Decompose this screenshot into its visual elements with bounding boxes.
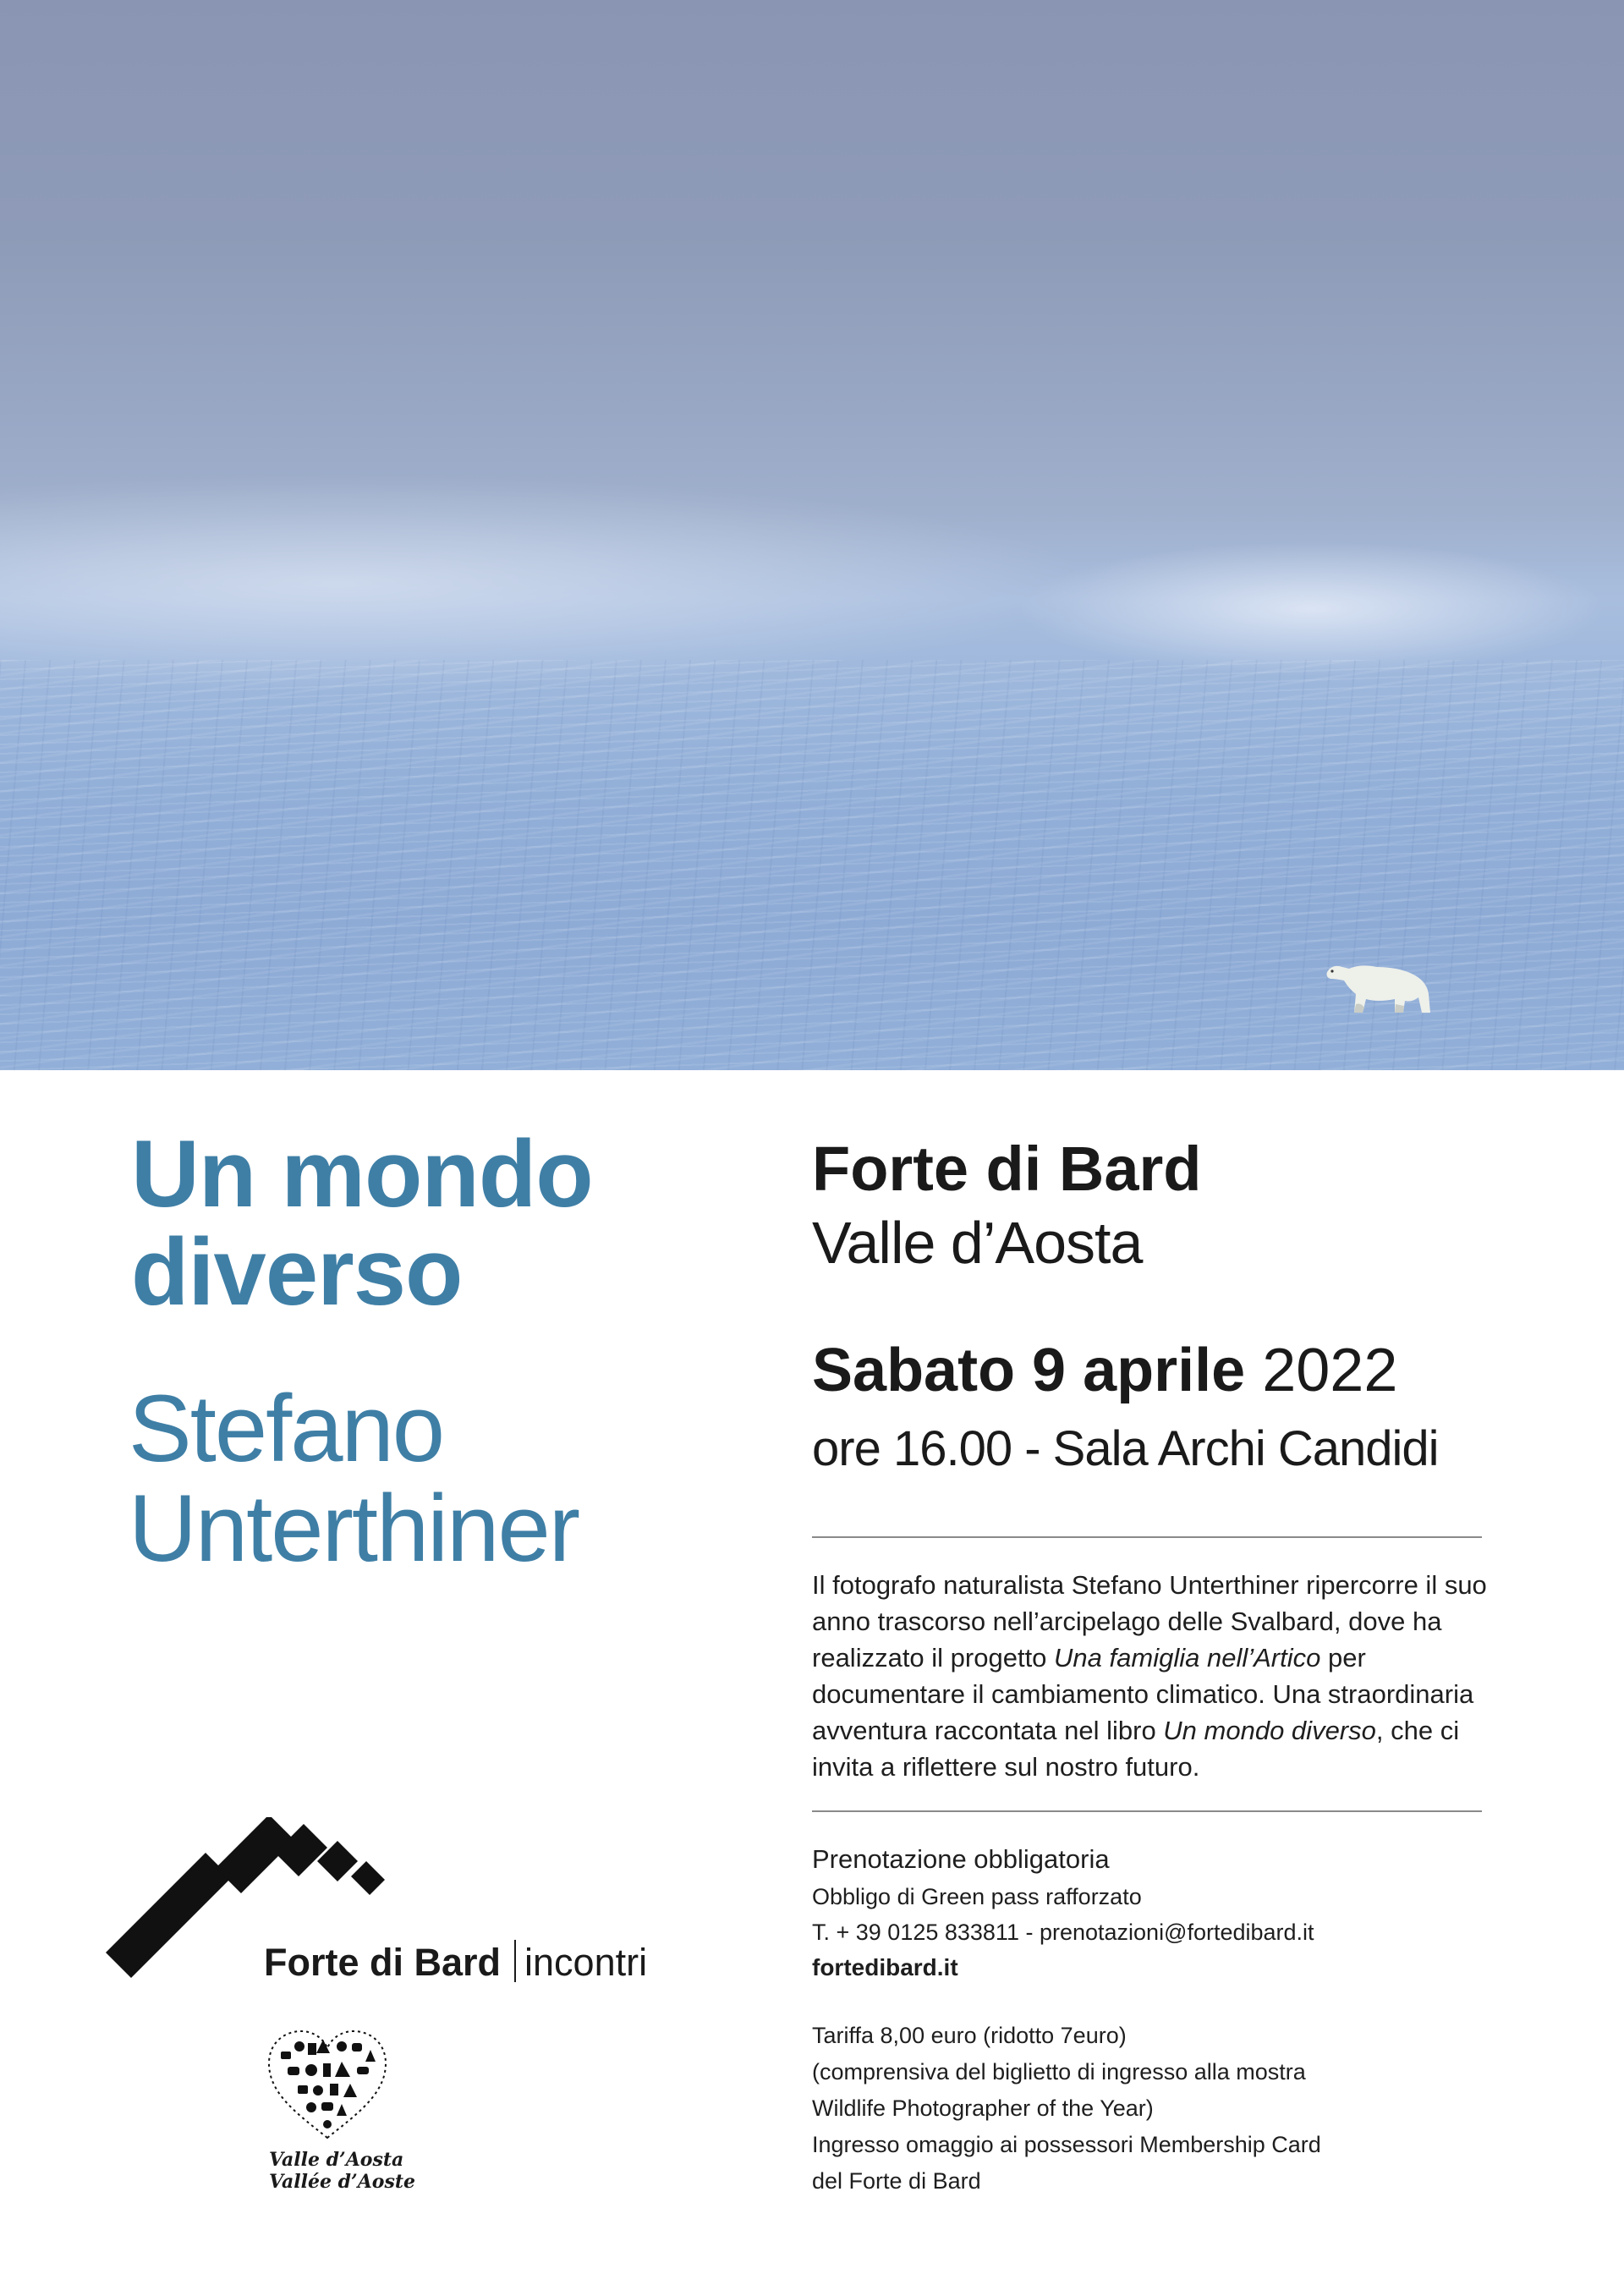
venue-name: Forte di Bard <box>812 1134 1202 1204</box>
event-date-year: 2022 <box>1262 1337 1398 1404</box>
venue-region: Valle d’Aosta <box>812 1210 1143 1276</box>
event-date-day: Sabato 9 aprile <box>812 1337 1246 1404</box>
speaker-name-line: Stefano <box>129 1376 444 1481</box>
heart-symbols-icon <box>264 2026 391 2145</box>
booking-info <box>812 1840 1489 1986</box>
tariff-line: Wildlife Photographer of the Year) <box>812 2096 1154 2121</box>
hero-photo <box>0 0 1624 1070</box>
valle-aosta-logo <box>269 2149 415 2193</box>
polar-bear-icon <box>1324 960 1434 1018</box>
valle-aosta-logo-line: Vallée d’Aoste <box>269 2171 416 2193</box>
event-description <box>812 1567 1489 1785</box>
logo-name: Forte di Bard <box>264 1941 502 1984</box>
divider <box>812 1536 1482 1538</box>
website-link[interactable]: fortedibard.it <box>812 1954 958 1980</box>
tariff-line: del Forte di Bard <box>812 2168 981 2194</box>
divider <box>812 1810 1482 1812</box>
description-text: Il fotografo naturalista Stefano Unterthiner ripercorre il suo anno trascorso nell’arcipelago delle Svalbard, dove ha realizzato il progetto <box>812 1570 1487 1673</box>
event-time-place: ore 16.00 - Sala Archi Candidi <box>812 1421 1439 1476</box>
tariff-line: Ingresso omaggio ai possessori Membership Card <box>812 2132 1321 2157</box>
description-text: per documentare il cambiamento climatico. Una straordinaria avventura raccontata nel libro <box>812 1643 1474 1745</box>
event-date <box>812 1335 1397 1406</box>
tariff-info <box>812 2018 1489 2200</box>
event-title <box>131 1121 791 1325</box>
description-text: , che ci invita a riflettere sul nostro futuro. <box>812 1716 1460 1782</box>
valle-aosta-logo-line: Valle d’Aosta <box>269 2149 404 2171</box>
contact-line[interactable]: T. + 39 0125 833811 - prenotazioni@fortedibard.it <box>812 1920 1314 1945</box>
speaker-name <box>129 1376 805 1581</box>
speaker-name-line: Unterthiner <box>129 1475 579 1581</box>
booking-heading: Prenotazione obbligatoria <box>812 1844 1110 1874</box>
book-title: Un mondo diverso <box>1163 1716 1376 1745</box>
logo-divider <box>514 1940 516 1982</box>
tariff-line: (comprensiva del biglietto di ingresso alla mostra <box>812 2059 1306 2085</box>
tariff-line: Tariffa 8,00 euro (ridotto 7euro) <box>812 2023 1127 2048</box>
light-patch <box>1015 541 1607 677</box>
green-pass-note: Obbligo di Green pass rafforzato <box>812 1884 1142 1909</box>
logo-subtitle: incontri <box>524 1941 648 1984</box>
forte-di-bard-incontri-logo <box>264 1940 647 1986</box>
project-title: Una famiglia nell’Artico <box>1054 1643 1321 1673</box>
event-title-line: diverso <box>131 1219 463 1325</box>
event-title-line: Un mondo <box>131 1121 593 1227</box>
